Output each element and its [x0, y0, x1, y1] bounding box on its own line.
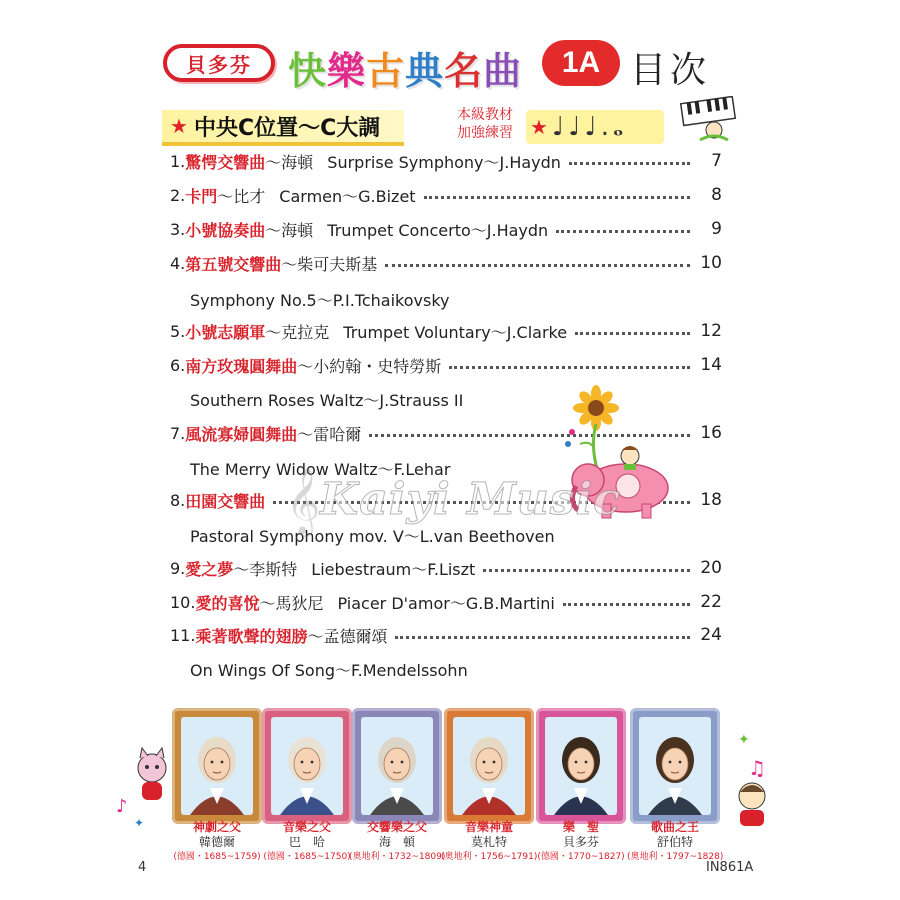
composer-eye [575, 761, 578, 764]
entry-number: 2. [170, 185, 186, 205]
entry-number: 5. [170, 321, 186, 341]
section-title: 中央C位置～C大調 [193, 115, 381, 141]
entry-title-en: Carmen～G.Bizet [279, 186, 416, 206]
toc-entry[interactable] [170, 622, 722, 648]
entry-title-en[interactable]: On Wings Of Song～F.Mendelssohn [190, 661, 468, 680]
composer-eye [211, 761, 214, 764]
composer-eye [301, 761, 304, 764]
composer-figure [352, 708, 442, 824]
leader-dots [569, 155, 690, 165]
entry-page: 14 [700, 355, 722, 375]
entry-composer-cn: ～李斯特 [233, 559, 298, 579]
treble-clef-watermark-icon: 𝄞 [286, 466, 321, 534]
entry-title-cn: 愛的喜悅 [195, 593, 260, 613]
entry-page: 20 [700, 558, 722, 578]
composer-name: 莫札特 [470, 835, 507, 849]
entry-title-cn: 乘著歌聲的翅膀 [195, 626, 308, 646]
note-values-box [526, 110, 664, 144]
composer-name: 韓德爾 [198, 835, 235, 849]
entry-composer-cn: ～海頓 [265, 220, 314, 240]
entry-composer-cn: ～孟德爾頌 [307, 626, 388, 646]
composer-face [662, 748, 688, 780]
entry-composer-cn: ～雷哈爾 [297, 424, 362, 444]
cat-character-illustration [128, 746, 176, 806]
toc-entry[interactable] [170, 318, 722, 344]
composer-caption [169, 820, 265, 865]
entry-number: 4. [170, 253, 186, 273]
composer-portrait [172, 708, 262, 824]
composer-figure [444, 708, 534, 824]
leader-dots [449, 359, 690, 369]
title-char: 曲 [483, 49, 523, 93]
boy-character-illustration [730, 778, 774, 830]
entry-title-en[interactable]: Southern Roses Waltz～J.Strauss II [190, 391, 464, 410]
entry-page: 16 [700, 423, 722, 443]
composer-role: 樂 聖 [562, 820, 599, 834]
composer-role: 音樂神童 [464, 820, 513, 834]
composer-eye [391, 761, 394, 764]
star-icon: ✦ [134, 816, 145, 830]
composer-face [476, 748, 502, 780]
composer-caption [349, 820, 445, 865]
leader-dots [556, 223, 690, 233]
leader-dots [575, 325, 690, 335]
composer-face [204, 748, 230, 780]
composer-life: (奧地利・1797~1828) [627, 852, 724, 862]
entry-title-cn: 愛之夢 [185, 559, 234, 579]
toc-heading: 目次 [630, 50, 711, 91]
leader-dots [424, 189, 690, 199]
composer-figure [262, 708, 352, 824]
composer-figure [630, 708, 720, 824]
entry-title-cn: 南方玫瑰圓舞曲 [185, 356, 298, 376]
entry-number: 8. [170, 490, 186, 510]
composer-role: 交響樂之父 [366, 820, 427, 834]
entry-page: 22 [700, 592, 722, 612]
entry-page: 24 [700, 625, 722, 645]
composer-life: (德國・1770~1827) [537, 852, 625, 862]
entry-title-cn: 第五號交響曲 [185, 254, 282, 274]
star-icon: ★ [530, 115, 548, 139]
note-values: ♩♩♩.𝅝 [551, 111, 628, 142]
leader-dots [385, 257, 690, 267]
composer-face [384, 748, 410, 780]
extra-label-line: 本級教材 [457, 107, 513, 123]
product-code: IN861A [706, 860, 754, 875]
leader-dots [369, 427, 690, 437]
composer-caption [533, 820, 629, 865]
entry-page: 8 [711, 185, 722, 205]
title-char: 古 [366, 49, 406, 93]
entry-number: 9. [170, 558, 186, 578]
composer-portrait [536, 708, 626, 824]
composer-life: (德國・1685~1759) [173, 852, 261, 862]
entry-page: 10 [700, 253, 722, 273]
entry-composer-cn: ～海頓 [265, 152, 314, 172]
series-badge: 貝多芬 [163, 44, 275, 82]
composer-eye [483, 761, 486, 764]
entry-page: 7 [711, 151, 722, 171]
entry-title-en[interactable]: The Merry Widow Waltz～F.Lehar [190, 460, 451, 479]
entry-title-cn: 小號協奏曲 [185, 220, 266, 240]
entry-title-en: Surprise Symphony～J.Haydn [327, 152, 561, 172]
composer-caption [627, 820, 723, 865]
composer-portrait [444, 708, 534, 824]
entry-composer-cn: ～柴可夫斯基 [281, 254, 378, 274]
toc-entry[interactable] [170, 250, 722, 276]
piano-character-illustration [680, 96, 740, 144]
book-title [288, 40, 522, 95]
section-banner [162, 110, 404, 146]
composer-name: 貝多芬 [562, 835, 599, 849]
title-char: 樂 [327, 49, 367, 93]
title-char: 快 [288, 49, 328, 93]
entry-number: 10. [170, 592, 196, 612]
composer-face [568, 748, 594, 780]
composer-life: (奧地利・1756~1791) [441, 852, 538, 862]
toc-entry[interactable] [170, 216, 722, 242]
extra-label-line: 加強練習 [457, 125, 513, 141]
entry-title-cn: 田園交響曲 [185, 491, 266, 511]
composer-life: (奧地利・1732~1809) [349, 852, 446, 862]
composer-figure [536, 708, 626, 824]
entry-title-cn: 小號志願軍 [185, 322, 266, 342]
composer-life: (德國・1685~1750) [263, 852, 351, 862]
entry-composer-cn: ～馬狄尼 [259, 593, 324, 613]
entry-composer-cn: ～克拉克 [265, 322, 330, 342]
composer-name: 舒伯特 [656, 835, 693, 849]
entry-title-cn: 卡門 [185, 186, 218, 206]
composer-portrait [630, 708, 720, 824]
composer-portrait [262, 708, 352, 824]
entry-title-en: Liebestraum～F.Liszt [311, 559, 476, 579]
composer-portrait [352, 708, 442, 824]
entry-number: 1. [170, 151, 186, 171]
music-note-icon: ♫ [748, 756, 766, 780]
composer-name: 巴 哈 [288, 835, 325, 849]
entry-page: 18 [700, 490, 722, 510]
composer-eye [311, 761, 314, 764]
watermark: Kaiyi Music [320, 474, 622, 525]
composer-eye [493, 761, 496, 764]
composer-eye [585, 761, 588, 764]
entry-composer-cn: ～比才 [217, 186, 266, 206]
entry-number: 3. [170, 219, 186, 239]
composer-role: 歌曲之王 [650, 820, 699, 834]
composer-eye [669, 761, 672, 764]
entry-title-en: Piacer D'amor～G.B.Martini [337, 593, 555, 613]
composer-name: 海 頓 [378, 835, 415, 849]
leader-dots [563, 596, 690, 606]
entry-composer-cn: ～小約翰・史特勞斯 [297, 356, 442, 376]
entry-title-en: Trumpet Voluntary～J.Clarke [343, 322, 568, 342]
entry-page: 9 [711, 219, 722, 239]
leader-dots [395, 629, 690, 639]
entry-title-cn: 風流寡婦圓舞曲 [185, 424, 298, 444]
entry-number: 6. [170, 355, 186, 375]
page-number: 4 [138, 860, 147, 875]
music-note-icon: ♪ [116, 796, 128, 817]
entry-title-en: Trumpet Concerto～J.Haydn [327, 220, 549, 240]
toc-entry[interactable] [170, 352, 722, 378]
extra-practice-label [446, 106, 524, 142]
entry-number: 11. [170, 625, 196, 645]
composer-eye [221, 761, 224, 764]
toc-entry[interactable] [170, 555, 722, 581]
composer-face [294, 748, 320, 780]
composer-caption [441, 820, 537, 865]
entry-title-cn: 驚愕交響曲 [185, 152, 266, 172]
toc-entry[interactable] [170, 589, 722, 615]
title-char: 典 [405, 49, 445, 93]
composer-figure [172, 708, 262, 824]
composer-caption [259, 820, 355, 865]
composer-role: 音樂之父 [282, 820, 331, 834]
level-badge: 1A [542, 40, 620, 86]
composer-role: 神劇之父 [192, 820, 241, 834]
title-char: 名 [444, 49, 484, 93]
star-icon: ✦ [738, 732, 750, 748]
composer-eye [401, 761, 404, 764]
entry-number: 7. [170, 423, 186, 443]
entry-page: 12 [700, 321, 722, 341]
toc-entry[interactable] [170, 148, 722, 174]
leader-dots [483, 562, 690, 572]
entry-title-en[interactable]: Symphony No.5～P.I.Tchaikovsky [190, 291, 450, 310]
star-icon: ★ [170, 114, 188, 138]
composer-eye [679, 761, 682, 764]
entry-title-en[interactable]: Pastoral Symphony mov. V～L.van Beethoven [190, 527, 555, 546]
toc-entry[interactable] [170, 182, 722, 208]
